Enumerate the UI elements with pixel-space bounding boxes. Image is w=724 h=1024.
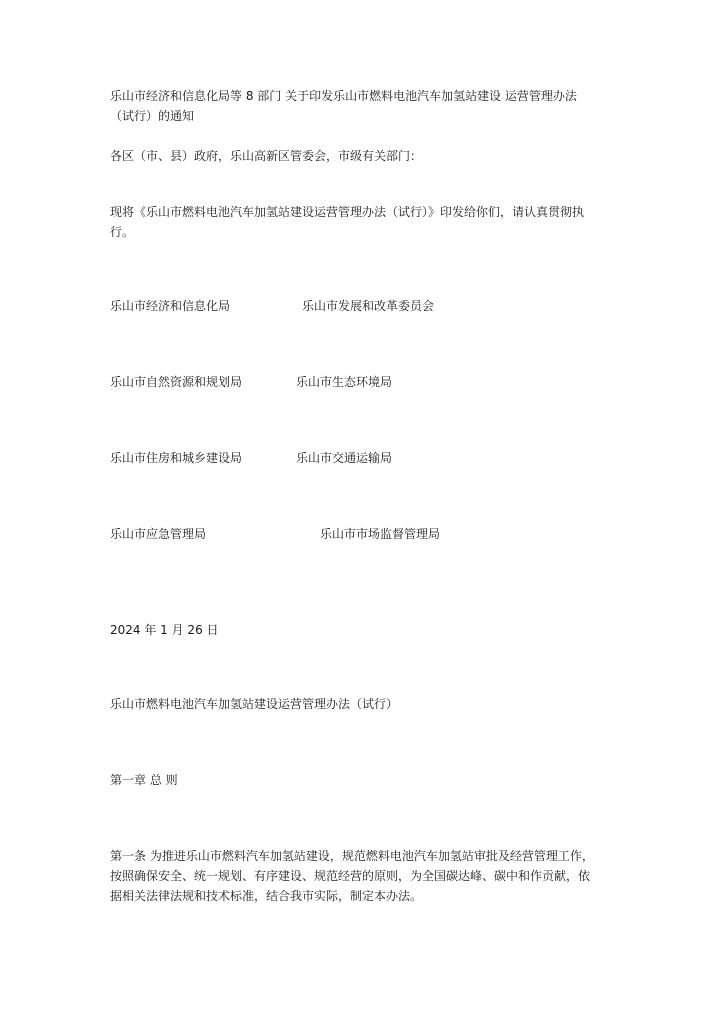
signatory-left: 乐山市住房和城乡建设局: [110, 451, 243, 465]
article-1-line-2: 按照确保安全、统一规划、有序建设、规范经营的原则，为全国碳达峰、碳中和作贡献，依: [110, 869, 591, 883]
article-1-line-3: 据相关法律法规和技术标准，结合我市实际，制定本办法。: [110, 889, 423, 903]
signatory-right: 乐山市发展和改革委员会: [302, 299, 435, 313]
notice-body-line-2: 行。: [110, 225, 135, 239]
signatory-left: 乐山市经济和信息化局: [110, 299, 231, 313]
signatory-left: 乐山市应急管理局: [110, 527, 207, 541]
notice-title-line-1: 乐山市经济和信息化局等 8 部门 关于印发乐山市燃料电池汽车加氢站建设 运营管理办法: [110, 89, 577, 103]
article-1-line-1: 第一条 为推进乐山市燃料汽车加氢站建设，规范燃料电池汽车加氢站审批及经营管理工作，: [110, 849, 594, 863]
signatory-right: 乐山市市场监督管理局: [320, 527, 441, 541]
measures-title: 乐山市燃料电池汽车加氢站建设运营管理办法（试行）: [110, 697, 399, 711]
signatory-right: 乐山市生态环境局: [296, 375, 393, 389]
notice-title-line-2: （试行）的通知: [110, 109, 195, 123]
issue-date: 2024 年 1 月 26 日: [110, 623, 219, 637]
signatory-left: 乐山市自然资源和规划局: [110, 375, 243, 389]
signatory-right: 乐山市交通运输局: [296, 451, 393, 465]
notice-body-line-1: 现将《乐山市燃料电池汽车加氢站建设运营管理办法（试行）》印发给你们，请认真贯彻执: [110, 205, 585, 219]
addressee: 各区（市、县）政府，乐山高新区管委会，市级有关部门：: [110, 149, 423, 163]
chapter-heading: 第一章 总 则: [110, 773, 178, 787]
